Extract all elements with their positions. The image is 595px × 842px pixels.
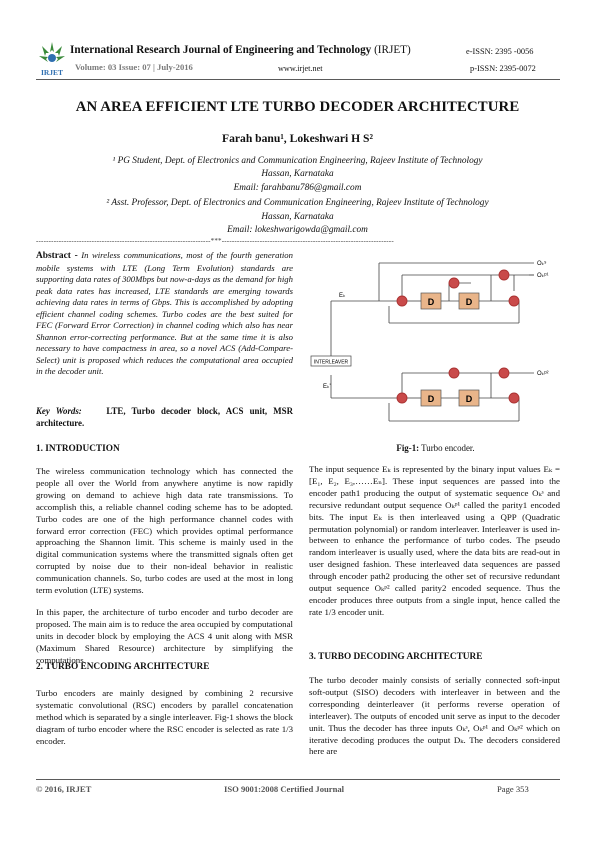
svg-text:Oₖᵖ¹: Oₖᵖ¹ — [537, 273, 549, 279]
affiliation-line: ¹ PG Student, Dept. of Electronics and Communication Engineering, Rajeev Institute of Technology — [112, 156, 483, 166]
section-heading-introduction: 1. INTRODUCTION — [36, 444, 120, 454]
svg-text:INTERLEAVER: INTERLEAVER — [313, 359, 349, 366]
encoder-description-paragraph: The input sequence Eₖ is represented by the binary input values Eₖ = [E₁, E₂, E₃,……Eₙ]. These input sequences are passed into the encoder path1 producing the output of systematic sequence Oₖˢ and recursive redundant output sequence Oₖᵖ¹ called the parity1 encoded bits. The input Eₖ is then interleaved using a QPP (Quadratic permutation polynomial) or random interleaver. Interleaver is used in-between to enhance the performance of turbo codes. The pseudo random interleaver is usually used, where the data bits are read-out in user designed fashion. These interleaved data sequences are passed through encoder path2 producing the other set of recursive redundant output sequence Oₖᵖ² called parity2 encoded sequence. Thus the encoder produces three outputs from a single input, hence called the rate 1/3 encoder unit. — [309, 464, 560, 617]
affiliation-email[interactable]: Email: lokeshwarigowda@gmail.com — [227, 225, 368, 235]
section-heading-decoding: 3. TURBO DECODING ARCHITECTURE — [309, 652, 483, 662]
svg-text:Oₖᵖ²: Oₖᵖ² — [537, 371, 549, 377]
paper-title: AN AREA EFFICIENT LTE TURBO DECODER ARCHITECTURE — [75, 99, 520, 115]
svg-text:IRJET: IRJET — [40, 68, 64, 77]
footer-copyright: © 2016, IRJET — [36, 784, 92, 794]
volume-issue: Volume: 03 Issue: 07 | July-2016 — [75, 62, 193, 72]
affiliation-line: Hassan, Karnataka — [261, 212, 334, 222]
journal-logo — [36, 40, 68, 78]
encoding-paragraph: Turbo encoders are mainly designed by combining 2 recursive systematic convolutional (RSC) encoders by parallel concatenation method which is separated by a single interleaver. Fig-1 shows the block diagram of turbo encoder where the RSC encoder is selected as rate 1/3 encoder. — [36, 688, 293, 746]
figure-caption: Fig-1: Turbo encoder. — [396, 443, 475, 453]
svg-text:D: D — [427, 297, 435, 307]
eissn: e-ISSN: 2395 -0056 — [466, 47, 534, 56]
section-heading-encoding: 2. TURBO ENCODING ARCHITECTURE — [36, 662, 210, 672]
turbo-encoder-figure — [309, 253, 562, 433]
section-separator: ---------------------------------------------------------------------***-------------------------------------------------------------------- — [36, 237, 394, 245]
affiliation-line: Hassan, Karnataka — [261, 169, 334, 179]
page-number: Page 353 — [497, 784, 529, 794]
journal-abbr: (IRJET) — [374, 44, 411, 56]
footer-rule — [36, 779, 560, 780]
affiliation-line: ² Asst. Professor, Dept. of Electronics and Communication Engineering, Rajeev Institute of Technology — [106, 198, 489, 208]
affiliation-email[interactable]: Email: farahbanu786@gmail.com — [233, 183, 362, 193]
keywords — [36, 406, 293, 429]
intro-paragraph: The wireless communication technology which has connected the people all over the World from anywhere anytime is now rapidly growing on demand to achieve high data rate transmissions. To accomplish this, a reliable channel coding scheme has to be adopted. Turbo codes are one of the high performance channel codes with forward error correction (FEC) which provides optimal performance approaching the Shannon limit. This scheme is mainly used in the digital communication systems where the transmitted signals often get corrupted by noise due to their non-ideal behavior in realistic communication channels. So, turbo codes are used at the most in long term evolution (LTE) systems. — [36, 466, 293, 596]
keywords-text: LTE, Turbo decoder block, ACS unit, MSR architecture. — [36, 406, 293, 428]
svg-text:Eₖ: Eₖ — [339, 293, 346, 299]
intro-paragraph: In this paper, the architecture of turbo encoder and turbo decoder are proposed. The main aim is to reduce the area occupied by computational units in decoder block by employing the ACS 4 unit along with MSR (Maximum Shared Resource) architecture by simplifying the computations. — [36, 607, 293, 665]
header-rule — [36, 79, 560, 80]
keywords-label: Key Words: — [36, 406, 82, 416]
svg-text:D: D — [465, 394, 473, 404]
journal-name: International Research Journal of Engineering and Technology (IRJET) — [70, 44, 411, 56]
abstract — [36, 250, 293, 378]
authors: Farah banu¹, Lokeshwari H S² — [222, 132, 373, 145]
abstract-label: Abstract - — [36, 251, 78, 261]
svg-text:Eₖ': Eₖ' — [323, 384, 331, 390]
footer-certification: ISO 9001:2008 Certified Journal — [224, 784, 345, 794]
journal-url[interactable]: www.irjet.net — [278, 64, 323, 73]
abstract-text: In wireless communications, most of the fourth generation mobile systems with LTE (Long Term Evolution) standards are supporting data rates of 300Mbps but now-a-days as the demand for high peak data rates has increased, LTE standards are emerging towards achieving data rates in terms of Gbps. This is accomplished by adopting efficient channel coding schemes. Turbo codes are the best suited for FEC (Forward Error Correction) in channel coding which also has near Shannon error-correcting performance. But at the same time it is also necessary to have compactness in area, so a novel ACS (Add-Compare-Select) unit is proposed which reduces the computational area occupied in the decoder unit. — [36, 250, 293, 377]
pissn: p-ISSN: 2395-0072 — [470, 64, 536, 73]
decoding-paragraph: The turbo decoder mainly consists of serially connected soft-input soft-output (SISO) decoders with interleaver in between and the corresponding deinterleaver (it performs reverse operation of interleaver). The outputs of encoded unit serve as input to the decoder unit. Thus the decoder has three inputs Oₖˢ, Oₖᵖ¹ and Oₖᵖ² which on iterative decoding produces the output Dₖ. The decoders considered here are — [309, 675, 560, 757]
svg-text:D: D — [427, 394, 435, 404]
svg-text:D: D — [465, 297, 473, 307]
svg-text:Oₖˢ: Oₖˢ — [537, 261, 547, 267]
